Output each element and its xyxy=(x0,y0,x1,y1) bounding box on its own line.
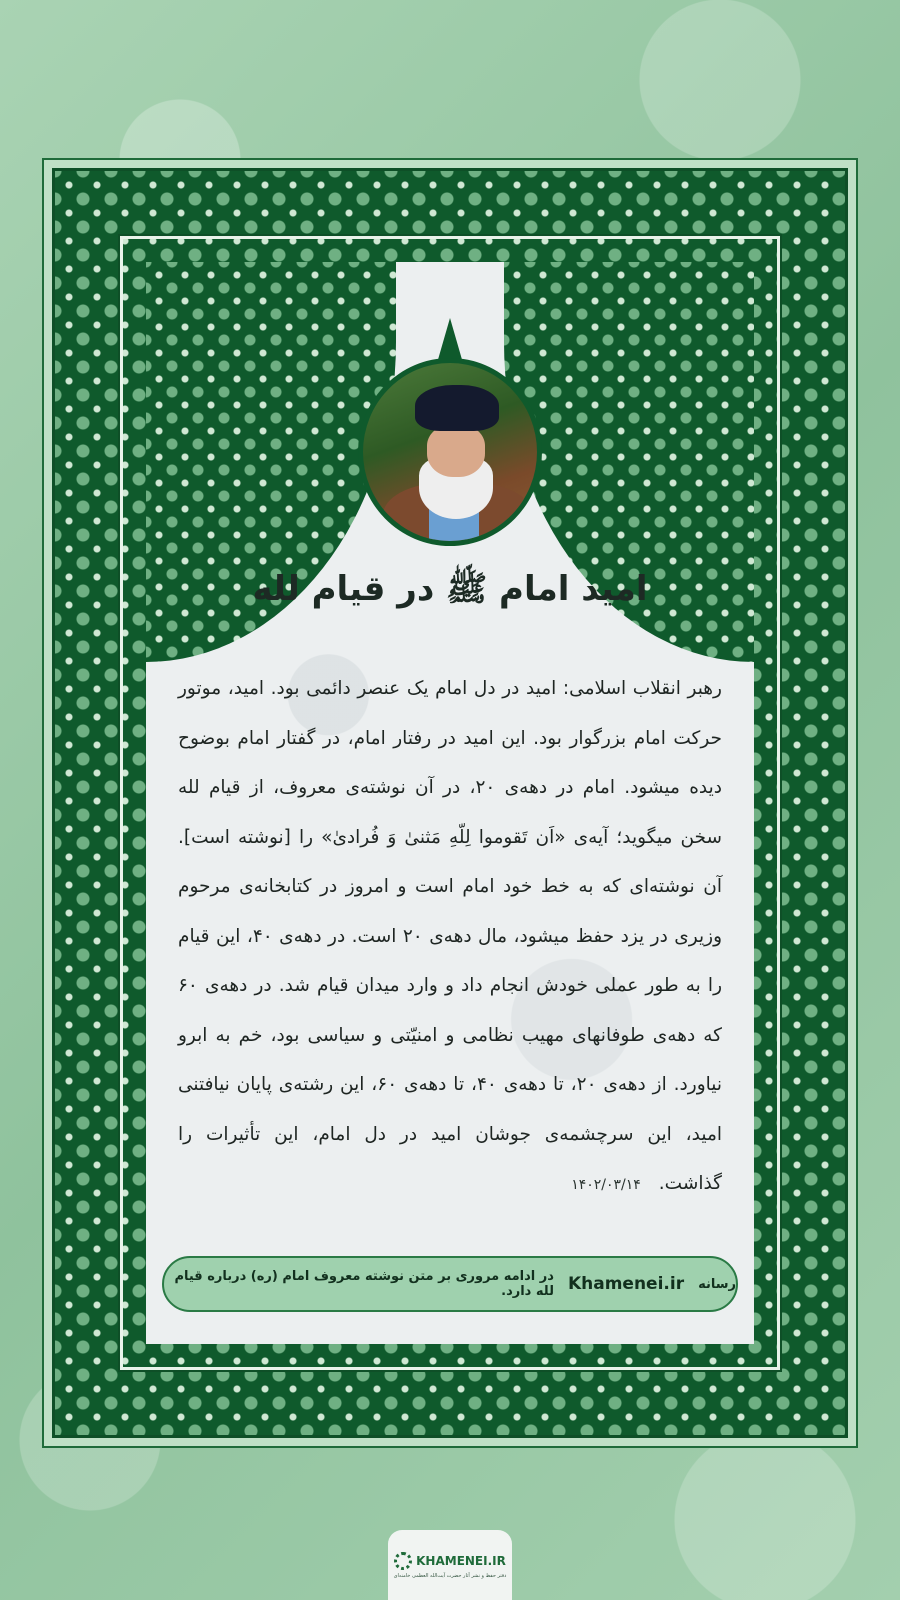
caption-text: در ادامه مروری بر متن نوشته معروف امام (ره) درباره قیام لله دارد. xyxy=(174,1269,554,1299)
footer-logo xyxy=(388,1530,512,1600)
logo-subtitle: دفتر حفظ و نشر آثار حضرت آیت‌الله العظمی خامنه‌ای xyxy=(393,1572,507,1579)
portrait-image xyxy=(358,358,542,546)
body-paragraph: رهبر انقلاب اسلامی: امید در دل امام یک عنصر دائمی بود. امید، موتور حرکت امام بزرگوار بود. این امید در رفتار امام، در گفتار امام بوضوح دیده میشود. امام در دهه‌ی ۲۰، در آن نوشته‌ی معروف، از قیام لله سخن میگوید؛ آیه‌ی «اَن تَقوموا لِلّهِ مَثنیٰ وَ فُرادیٰ» را [نوشته است]. آن نوشته‌ای که به خط خود امام است و امروز در کتابخانه‌ی مرحوم وزیری در یزد حفظ میشود، مال دهه‌ی ۲۰ است. در دهه‌ی ۴۰، این قیام را به طور عملی خودش انجام داد و وارد میدان قیام شد. در دهه‌ی ۶۰ که دهه‌ی طوفانهای مهیب نظامی و امنیّتی و سیاسی بود، خم به ابرو نیاورد. از دهه‌ی ۲۰، تا دهه‌ی ۴۰، تا دهه‌ی ۶۰، این رشته‌ی پایان نیافتنی امید، این سرچشمه‌ی جوشان امید در دل امام، این تأثیرات را گذاشت. xyxy=(178,678,722,1194)
body-text xyxy=(178,664,722,1211)
caption-prefix: رسانه xyxy=(698,1276,736,1292)
logo-mark-icon xyxy=(394,1552,412,1570)
page-title: امید امام ﷺ در قیام لله xyxy=(252,569,648,609)
date-stamp: ۱۴۰۲/۰۳/۱۴ xyxy=(571,1177,641,1193)
portrait-medallion xyxy=(352,318,548,552)
caption-site: Khamenei.ir xyxy=(567,1274,685,1294)
caption-banner xyxy=(162,1256,738,1312)
logo-name: KHAMENEI.IR xyxy=(416,1553,506,1568)
